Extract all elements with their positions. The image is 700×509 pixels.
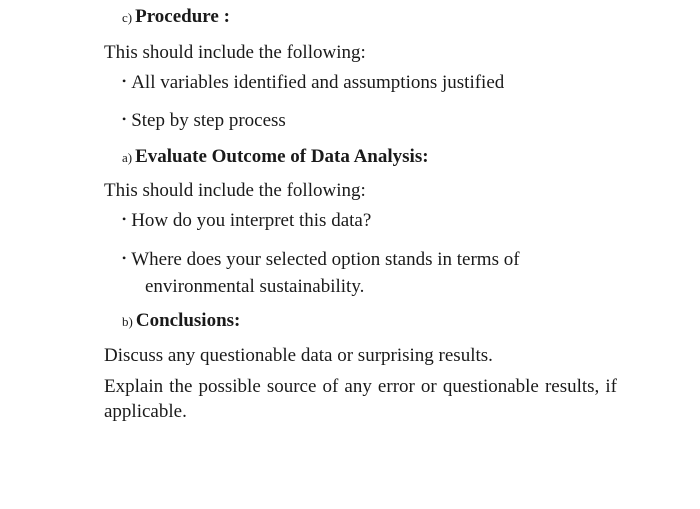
bullet-text: Where does your selected option stands in terms of [131,249,520,270]
evaluate-title: Evaluate Outcome of Data Analysis: [135,146,429,167]
evaluate-bullet-2 [122,247,520,299]
bullet-text: All variables identified and assumptions justified [131,72,505,93]
conclusions-title: Conclusions: [135,310,241,331]
procedure-intro: This should include the following: [104,42,366,63]
bullet-dot: • [122,112,127,126]
procedure-bullet-2 [122,108,286,135]
procedure-bullet-1 [122,70,504,97]
bullet-dot: • [122,74,127,88]
evaluate-heading [122,146,429,168]
conclusions-paragraph-2: Explain the possible source of any error or questionable results, if applicable. [104,376,617,422]
bullet-text-continued: environmental sustainability. [145,276,365,297]
bullet-text: How do you interpret this data? [131,210,372,231]
conclusions-marker: b) [122,314,133,329]
bullet-dot: • [122,251,127,265]
evaluate-marker: a) [122,150,133,165]
procedure-title: Procedure : [135,6,230,27]
evaluate-bullet-1 [122,208,371,235]
bullet-text: Step by step process [131,110,286,131]
evaluate-intro: This should include the following: [104,180,366,201]
procedure-heading [122,6,230,28]
conclusions-heading [122,310,240,332]
procedure-marker: c) [122,10,133,25]
conclusions-paragraph-1: Discuss any questionable data or surprising results. [104,345,493,366]
bullet-dot: • [122,212,127,226]
